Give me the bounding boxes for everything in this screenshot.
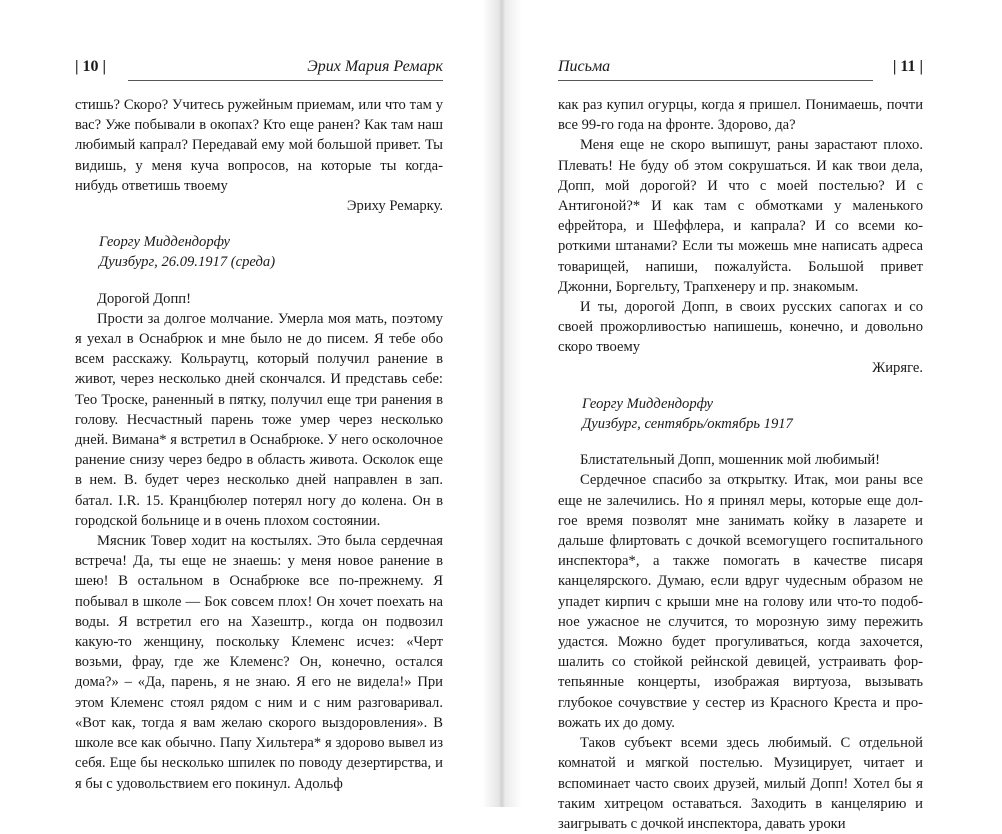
running-head: Письма <box>558 58 611 75</box>
letter-salutation: Блистательный Допп, мошенник мой любимый! <box>580 452 880 469</box>
letter-signature: Жиряге. <box>872 359 923 376</box>
paragraph: И ты, дорогой Допп, в своих русских сапогах и со своей прожорливостью напишешь, конечно, и довольно скоро твоему <box>558 299 923 356</box>
running-head: Эрих Мария Ремарк <box>307 58 443 75</box>
letter-heading <box>99 232 443 272</box>
left-page <box>0 0 499 807</box>
paragraph: Сердечное спасибо за открытку. Итак, мои раны все еще не залечились. Но я принял меры, которые еще долгое время позволят мне занимать койку в лазарете и дальше флиртовать с дочкой всемогущего госпитального инспектора*, а также помогать в качестве писаря канцелярского. Думаю, если вдруг чудесным образом не упадет кирпич с крыши мне на голову или что-то подобное ужасное не случится, то морозную зиму пережить удастся. Можно будет прогуливаться, когда захочется, шалить со стойкой рейнской девицей, устраивать фортепьянные концерты, изображая виртуоза, вызывать глубокое сочувствие у сестер из Красного Креста и провожать их до дому. <box>558 472 923 731</box>
header-rule <box>558 80 873 81</box>
right-page-header <box>558 58 923 82</box>
letter-date: Дуизбург, сентябрь/октябрь 1917 <box>582 416 793 433</box>
right-page <box>499 0 1002 832</box>
letter-date: Дуизбург, 26.09.1917 (среда) <box>99 254 276 271</box>
left-page-header <box>75 58 443 82</box>
letter-recipient: Георгу Миддендорфу <box>99 234 231 251</box>
paragraph: как раз купил огурцы, когда я пришел. Понимаешь, почти все 99-го года на фронте. Здорово, да? <box>558 97 923 134</box>
paragraph: Мясник Товер ходит на костылях. Это была сердечная встреча! Да, ты еще не знаешь: у меня новое ранение в шею! В остальном в Оснабрюке все по-прежнему. Я побывал в школе — Бок совсем плох! Он хочет поехать на воды. Я встретил его на Хазештр., когда он подвозил какую-то женщину, поскольку Клеменс исчез: «Черт возьми, фрау, где же Клеменс? Он, конечно, остался дома?» – «Да, парень, я не знаю. Я его не видела!» При этом Клеменс стоял рядом с ним и с ним разговаривал. «Вот как, тогда я вам желаю скорого выздоровления». В школе все как обычно. Папу Хильтера* я здорово вывел из себя. Еще бы несколько шпилек по поводу дезертирства, и я бы с удовольствием его покинул. Адольф <box>75 533 443 792</box>
letter-salutation: Дорогой Допп! <box>97 290 191 307</box>
letter-heading <box>582 394 923 434</box>
page-number: | 10 | <box>75 58 107 75</box>
left-page-body <box>75 95 443 794</box>
page-number: | 11 | <box>892 58 923 75</box>
letter-signature: Эриху Ремарку. <box>346 198 443 215</box>
paragraph: Меня еще не скоро выпишут, раны зарастают плохо. Плевать! Не буду об этом сокрушаться. И как твои дела, Допп, мой дорогой? И что с моей постелью? И с Антигоной?* И как там с обмотками у маленького ефрейтора, и Шеффлера, и капрала? И со всеми короткими штанами? Если ты можешь мне написать адреса товарищей, напиши, пожалуйста. Большой привет Джонни, Боргельту, Трапхенеру и пр. знакомым. <box>558 137 923 295</box>
right-page-body <box>558 95 923 834</box>
paragraph: Прости за долгое молчание. Умерла моя мать, поэтому я уехал в Оснабрюк и мне было не до писем. Я тебе обо всем расскажу. Кольраутц, который получил ранение в живот, через несколько дней скончался. И представь себе: Тео Троске, раненный в пятку, получил еще три ранения в голову. Несчастный парень тоже умер через несколько дней. Вимана* я встретил в Оснабрюке. У него осколочное ранение снизу через бедро в область живота. Осколок еще в нем. В. будет через несколько дней направлен в зап. батал. I.R. 15. Кранцбюлер потерял ногу до колена. Он в городской больнице и в очень плохом состоянии. <box>75 310 443 529</box>
paragraph: Таков субъект всеми здесь любимый. С отдельной комнатой и мягкой постелью. Музицирует, читает и вспоминает часто своих друзей, милый Допп! Хотел бы я таким хитрецом оставаться. Заходить в канцелярию и заигрывать с дочкой инспектора, давать уроки <box>558 735 923 832</box>
paragraph: стишь? Скоро? Учитесь ружейным приемам, или что там у вас? Уже побывали в окопах? Кто еще ранен? Как там наш любимый капрал? Передавай ему мой большой привет. Ты видишь, у меня куча вопросов, на которые ты когда-нибудь ответишь твоему <box>75 97 443 194</box>
header-rule <box>128 80 443 81</box>
letter-recipient: Георгу Миддендорфу <box>582 395 714 412</box>
